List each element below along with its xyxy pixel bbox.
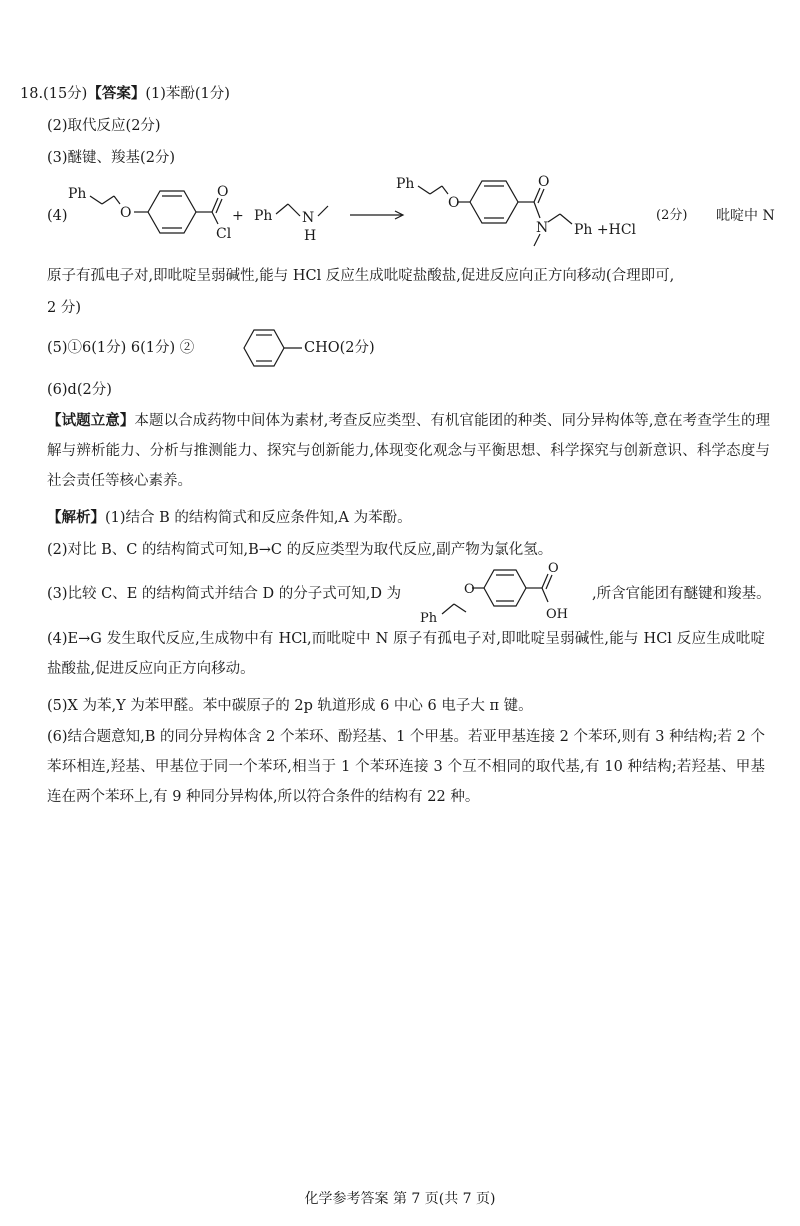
reactant-o-label: O [120,205,132,221]
part5-prefix: (5)①6(1分) 6(1分) ② [47,340,195,356]
product-ph-hcl: Ph +HCl [574,222,637,238]
intent-paragraph [47,406,770,496]
product-ph-label: Ph [396,176,415,192]
answer-tag: 【答案】 [87,85,146,102]
analysis-5-prefix: (5)X 为苯,Y 为苯甲醛。苯中碳原子的 2p 轨道形成 6 中心 6 电子大 [47,698,490,714]
plus-sign: + [232,208,244,224]
amine-n-label: N [302,210,315,226]
part4-label: (4) [47,208,68,224]
d-oh-label: OH [546,607,568,622]
d-ph-label: Ph [420,611,438,626]
analysis-3-suffix: ,所含官能团有醚键和羧基。 [592,586,771,602]
question-number: 18.(15分) [20,86,88,102]
part5-suffix: CHO(2分) [304,340,375,356]
d-carbonyl-o: O [548,561,559,576]
analysis-5-suffix: 键。 [499,698,533,714]
part4-score: (2分) [656,208,688,223]
part4-tail: 吡啶中 N [716,208,775,224]
analysis-5 [47,696,533,716]
part6: (6)d(2分) [47,382,112,398]
amine-ph-label: Ph [254,208,273,224]
intent-tag: 【试题立意】 [47,412,135,429]
part4-explain: 原子有孤电子对,即吡啶呈弱碱性,能与 HCl 反应生成吡啶盐酸盐,促进反应向正方向移动(合理即可, [47,268,675,284]
reactant-ph-label: Ph [68,186,87,202]
answer-part1: (1)苯酚(1分) [145,86,230,102]
analysis-1: (1)结合 B 的结构简式和反应条件知,A 为苯酚。 [105,510,412,526]
analysis-3-prefix: (3)比较 C、E 的结构简式并结合 D 的分子式可知,D 为 [47,586,402,602]
product-o-label: O [448,195,460,211]
page-footer: 化学参考答案 第 7 页(共 7 页) [304,1191,496,1207]
product-n-label: N [536,220,549,236]
analysis-2: (2)对比 B、C 的结构简式可知,B→C 的反应类型为取代反应,副产物为氯化氢。 [47,542,553,558]
reactant-carbonyl-o: O [217,184,229,200]
intent-text: 本题以合成药物中间体为素材,考查反应类型、有机官能团的种类、同分异构体等,意在考查学生的理解与辨析能力、分析与推测能力、探究与创新能力,体现变化观念与平衡思想、科学探究与创新意识、科学态度与社会责任等核心素养。 [47,413,771,489]
reaction-scheme [62,170,800,250]
part4-explain-cont: 2 分) [47,300,81,316]
benzaldehyde-structure [240,326,304,370]
answer-part2: (2)取代反应(2分) [47,118,161,134]
analysis-tag: 【解析】 [47,509,105,526]
analysis-6: (6)结合题意知,B 的同分异构体含 2 个苯环、酚羟基、1 个甲基。若亚甲基连接 2 个苯环,则有 3 种结构;若 2 个苯环相连,羟基、甲基位于同一个苯环,相当于 1 个苯环连接 3 个互不相同的取代基,有 10 种结构;若羟基、甲基连在两个苯环上,有 9 种同分异构体,所以符合条件的结构有 22 种。 [47,729,765,805]
amine-h-label: H [304,228,317,244]
pi-symbol: π [489,698,500,714]
answer-part3: (3)醚键、羧基(2分) [47,150,176,166]
analysis-line1 [47,508,412,528]
reactant-cl-label: Cl [216,226,232,242]
analysis-4: (4)E→G 发生取代反应,生成物中有 HCl,而吡啶中 N 原子有孤电子对,即吡啶呈弱碱性,能与 HCl 反应生成吡啶盐酸盐,促进反应向正方向移动。 [47,631,765,677]
product-carbonyl-o: O [538,174,550,190]
d-o-label: O [464,582,475,597]
question-header [20,84,230,104]
structure-d [416,560,592,626]
